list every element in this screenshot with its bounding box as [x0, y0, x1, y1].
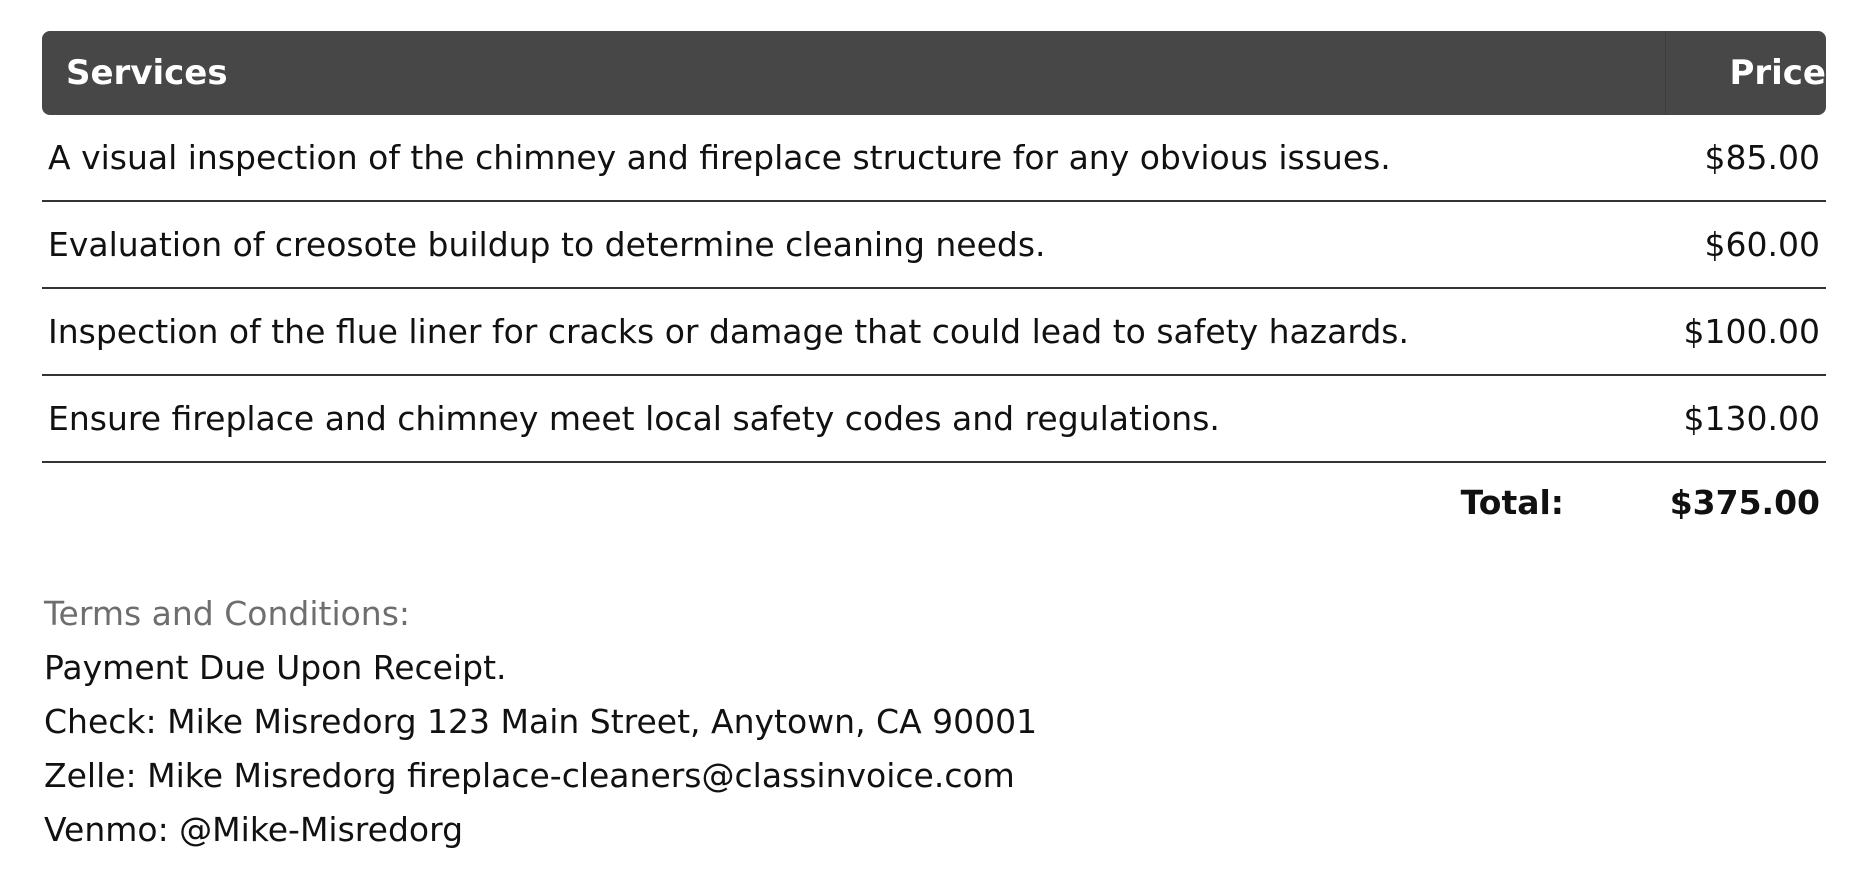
service-price: $85.00	[1666, 115, 1827, 201]
service-description: A visual inspection of the chimney and fireplace structure for any obvious issues.	[42, 115, 1666, 201]
services-column-header: Services	[42, 31, 1666, 115]
table-row	[42, 288, 1826, 375]
table-row	[42, 115, 1826, 201]
table-row	[42, 201, 1826, 288]
invoice-section	[42, 31, 1826, 857]
terms-heading: Terms and Conditions:	[44, 594, 411, 633]
payment-due-line: Payment Due Upon Receipt.	[44, 648, 507, 687]
price-column-header	[1666, 31, 1827, 115]
total-row	[42, 463, 1826, 547]
table-header-row	[42, 31, 1826, 115]
zelle-payment-line: Zelle: Mike Misredorg fireplace-cleaners@classinvoice.com	[44, 756, 1015, 795]
terms-and-conditions	[42, 587, 1826, 857]
total-label: Total:	[1460, 483, 1564, 522]
service-description: Evaluation of creosote buildup to determine cleaning needs.	[42, 201, 1666, 288]
total-value: $375.00	[1669, 483, 1820, 522]
service-price: $60.00	[1666, 201, 1827, 288]
check-payment-line: Check: Mike Misredorg 123 Main Street, Anytown, CA 90001	[44, 702, 1038, 741]
services-table	[42, 31, 1826, 463]
price-column-header-label: Price	[1729, 53, 1826, 93]
service-description: Inspection of the flue liner for cracks or damage that could lead to safety hazards.	[42, 288, 1666, 375]
service-description: Ensure fireplace and chimney meet local safety codes and regulations.	[42, 375, 1666, 462]
table-row	[42, 375, 1826, 462]
service-price: $100.00	[1666, 288, 1827, 375]
venmo-payment-line: Venmo: @Mike-Misredorg	[44, 810, 464, 849]
service-price: $130.00	[1666, 375, 1827, 462]
